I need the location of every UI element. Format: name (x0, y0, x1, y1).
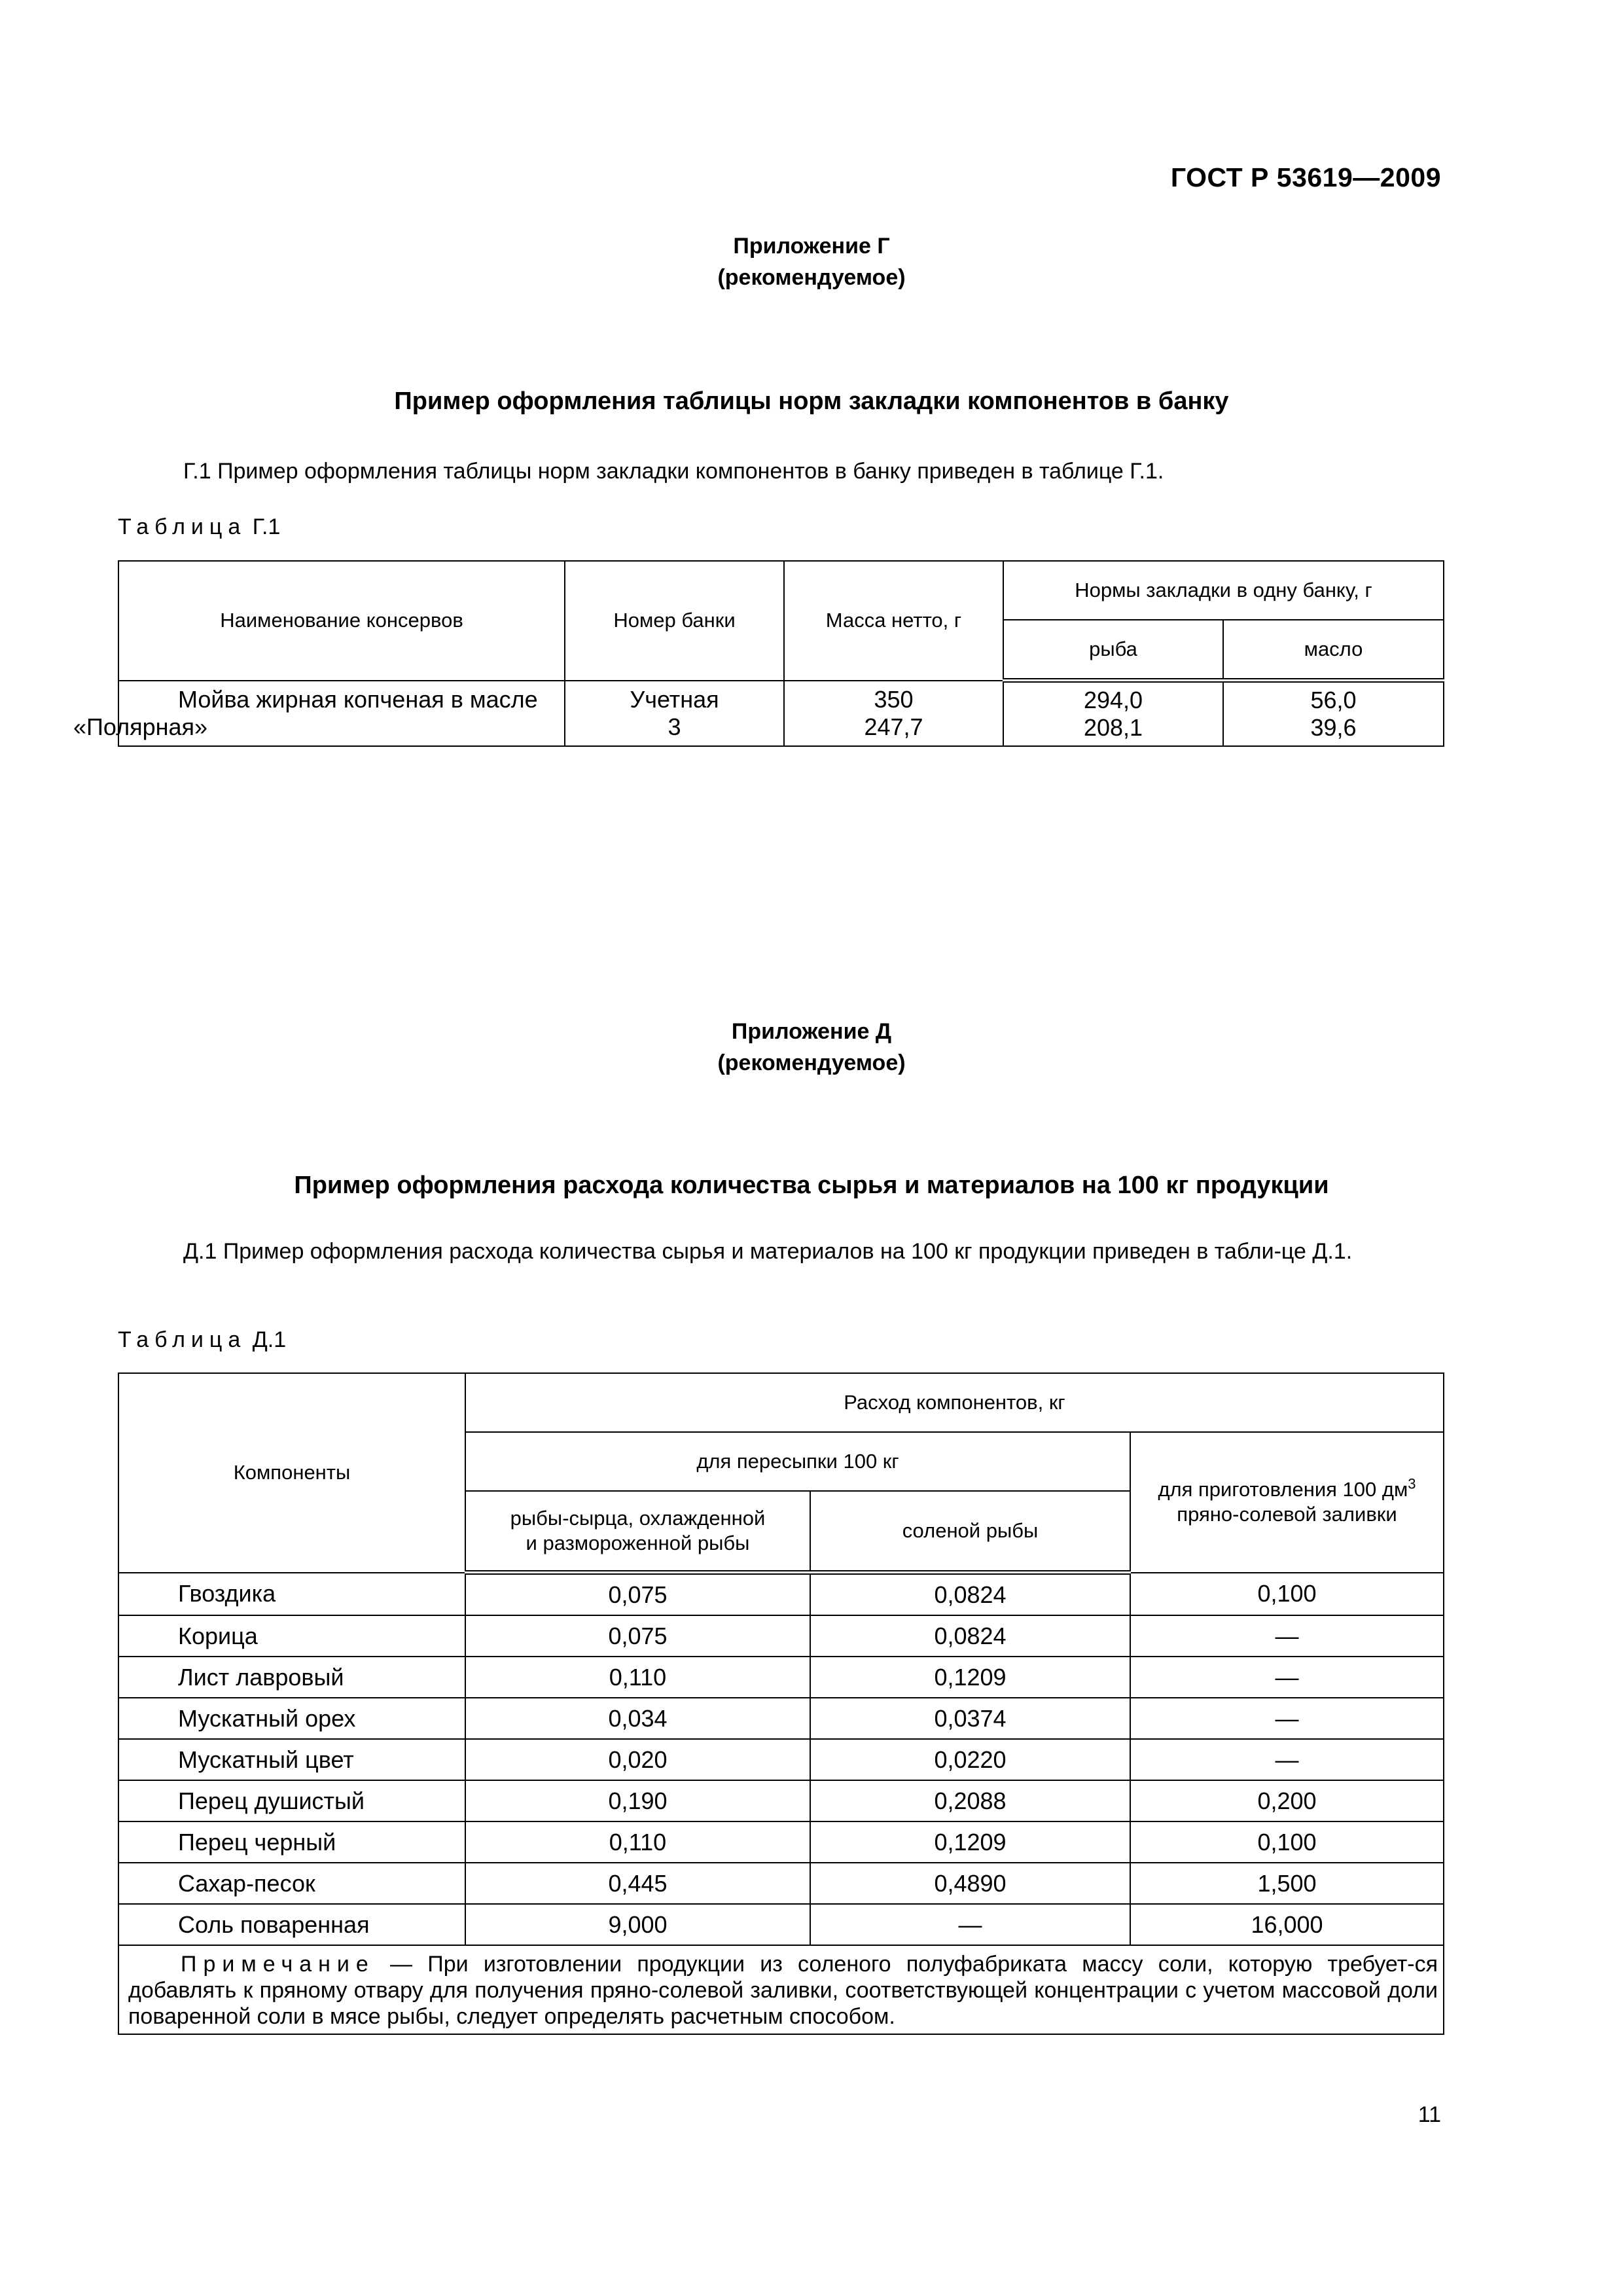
header-can-number: Номер банки (565, 561, 784, 681)
cell-brine: 0,200 (1130, 1780, 1444, 1821)
cell-brine: 16,000 (1130, 1904, 1444, 1945)
cell-brine: — (1130, 1657, 1444, 1698)
header-components: Компоненты (118, 1373, 465, 1573)
cell-component: Перец черный (118, 1821, 465, 1863)
annex-g-section-title: Пример оформления таблицы норм закладки компонентов в банку (394, 387, 1229, 415)
table-note (118, 1945, 1444, 2034)
cell-component: Соль поваренная (118, 1904, 465, 1945)
table-g1-label (118, 514, 280, 540)
header-raw-fish (465, 1491, 810, 1573)
header-salting-group: для пересыпки 100 кг (465, 1432, 1130, 1491)
cell-raw-fish: 0,110 (465, 1657, 810, 1698)
brine-superscript: 3 (1408, 1475, 1416, 1492)
cell-brine: — (1130, 1739, 1444, 1780)
table-d1 (118, 1372, 1444, 2035)
page-number: 11 (1418, 2102, 1441, 2127)
cell-brine: — (1130, 1615, 1444, 1657)
table-g1-number: Г.1 (252, 514, 281, 539)
header-name: Наименование консервов (118, 561, 565, 681)
header-net-mass: Масса нетто, г (784, 561, 1003, 681)
header-salted-fish: соленой рыбы (810, 1491, 1130, 1573)
header-consumption-group: Расход компонентов, кг (465, 1373, 1444, 1432)
cell-salted-fish: 0,0374 (810, 1698, 1130, 1739)
annex-d-title: Приложение Д (731, 1019, 892, 1044)
name-line-2: «Полярная» (73, 713, 208, 740)
cell-can-number (565, 681, 784, 747)
cell-salted-fish: — (810, 1904, 1130, 1945)
table-d1-number: Д.1 (252, 1327, 287, 1352)
annex-g-title: Приложение Г (733, 234, 890, 259)
table-d1-label (118, 1327, 286, 1353)
oil-line-1: 56,0 (1310, 687, 1357, 713)
cell-component: Гвоздика (118, 1573, 465, 1616)
cell-brine: 1,500 (1130, 1863, 1444, 1904)
annex-g-paragraph (118, 454, 1443, 488)
annex-d-paragraph-text: Д.1 Пример оформления расхода количества сырья и материалов на 100 кг продукции приведен в табли-це Д.1. (183, 1239, 1353, 1264)
table-row (118, 1657, 1444, 1698)
raw-fish-line-1: рыбы-сырца, охлажденной (510, 1507, 766, 1530)
annex-g-paragraph-text: Г.1 Пример оформления таблицы норм закладки компонентов в банку приведен в таблице Г.1. (183, 459, 1164, 484)
cell-name (73, 681, 565, 747)
header-oil: масло (1223, 620, 1444, 681)
note-label: Примечание (181, 1952, 375, 1977)
cell-raw-fish: 9,000 (465, 1904, 810, 1945)
table-row (118, 1739, 1444, 1780)
cell-salted-fish: 0,4890 (810, 1863, 1130, 1904)
annex-g-status: (рекомендуемое) (717, 265, 906, 290)
table-g1-label-word: Таблица (118, 514, 247, 539)
cell-net-mass (784, 681, 1003, 747)
cell-salted-fish: 0,0824 (810, 1615, 1130, 1657)
cell-oil (1223, 681, 1444, 747)
cell-component: Лист лавровый (118, 1657, 465, 1698)
table-row (118, 1698, 1444, 1739)
cell-brine: 0,100 (1130, 1573, 1444, 1616)
net-mass-line-1: 350 (874, 685, 914, 713)
table-row (118, 1904, 1444, 1945)
table-row (118, 1821, 1444, 1863)
cell-brine: 0,100 (1130, 1821, 1444, 1863)
table-g1 (73, 560, 1444, 747)
cell-raw-fish: 0,445 (465, 1863, 810, 1904)
header-brine (1130, 1432, 1444, 1573)
cell-raw-fish: 0,020 (465, 1739, 810, 1780)
net-mass-line-2: 247,7 (864, 713, 923, 740)
fish-line-2: 208,1 (1083, 714, 1143, 741)
fish-line-1: 294,0 (1083, 687, 1143, 713)
annex-d-paragraph (118, 1234, 1443, 1268)
table-row (118, 1863, 1444, 1904)
cell-component: Мускатный цвет (118, 1739, 465, 1780)
cell-component: Мускатный орех (118, 1698, 465, 1739)
can-number-line-2: 3 (668, 713, 681, 740)
cell-raw-fish: 0,075 (465, 1615, 810, 1657)
oil-line-2: 39,6 (1310, 714, 1357, 741)
table-d1-label-word: Таблица (118, 1327, 247, 1352)
brine-line-1: для приготовления 100 дм (1158, 1478, 1408, 1501)
cell-salted-fish: 0,1209 (810, 1821, 1130, 1863)
cell-raw-fish: 0,034 (465, 1698, 810, 1739)
cell-component: Перец душистый (118, 1780, 465, 1821)
raw-fish-line-2: и размороженной рыбы (526, 1532, 750, 1554)
annex-d-status: (рекомендуемое) (717, 1050, 906, 1075)
header-norms-group: Нормы закладки в одну банку, г (1003, 561, 1444, 620)
cell-salted-fish: 0,0220 (810, 1739, 1130, 1780)
cell-salted-fish: 0,2088 (810, 1780, 1130, 1821)
table-row (118, 1780, 1444, 1821)
table-row (118, 681, 1444, 747)
table-row (118, 1615, 1444, 1657)
cell-raw-fish: 0,110 (465, 1821, 810, 1863)
cell-salted-fish: 0,1209 (810, 1657, 1130, 1698)
can-number-line-1: Учетная (630, 685, 719, 713)
cell-component: Сахар-песок (118, 1863, 465, 1904)
cell-fish (1003, 681, 1223, 747)
cell-salted-fish: 0,0824 (810, 1573, 1130, 1616)
name-line-1: Мойва жирная копченая в масле (178, 685, 538, 713)
cell-brine: — (1130, 1698, 1444, 1739)
brine-line-2: пряно-солевой заливки (1177, 1503, 1397, 1526)
table-row (118, 1573, 1444, 1616)
header-fish: рыба (1003, 620, 1223, 681)
note-text: — При изготовлении продукции из соленого полуфабриката массу соли, которую требует-ся добавлять к пряному отвару для получения пряно-солевой заливки, соответствующей концентрации с учетом массовой доли поваренной соли в мясе рыбы, следует определять расчетным способом. (128, 1952, 1438, 2029)
annex-d-section-title: Пример оформления расхода количества сырья и материалов на 100 кг продукции (294, 1172, 1329, 1199)
cell-raw-fish: 0,190 (465, 1780, 810, 1821)
cell-component: Корица (118, 1615, 465, 1657)
cell-raw-fish: 0,075 (465, 1573, 810, 1616)
document-code: ГОСТ Р 53619—2009 (1170, 162, 1441, 192)
